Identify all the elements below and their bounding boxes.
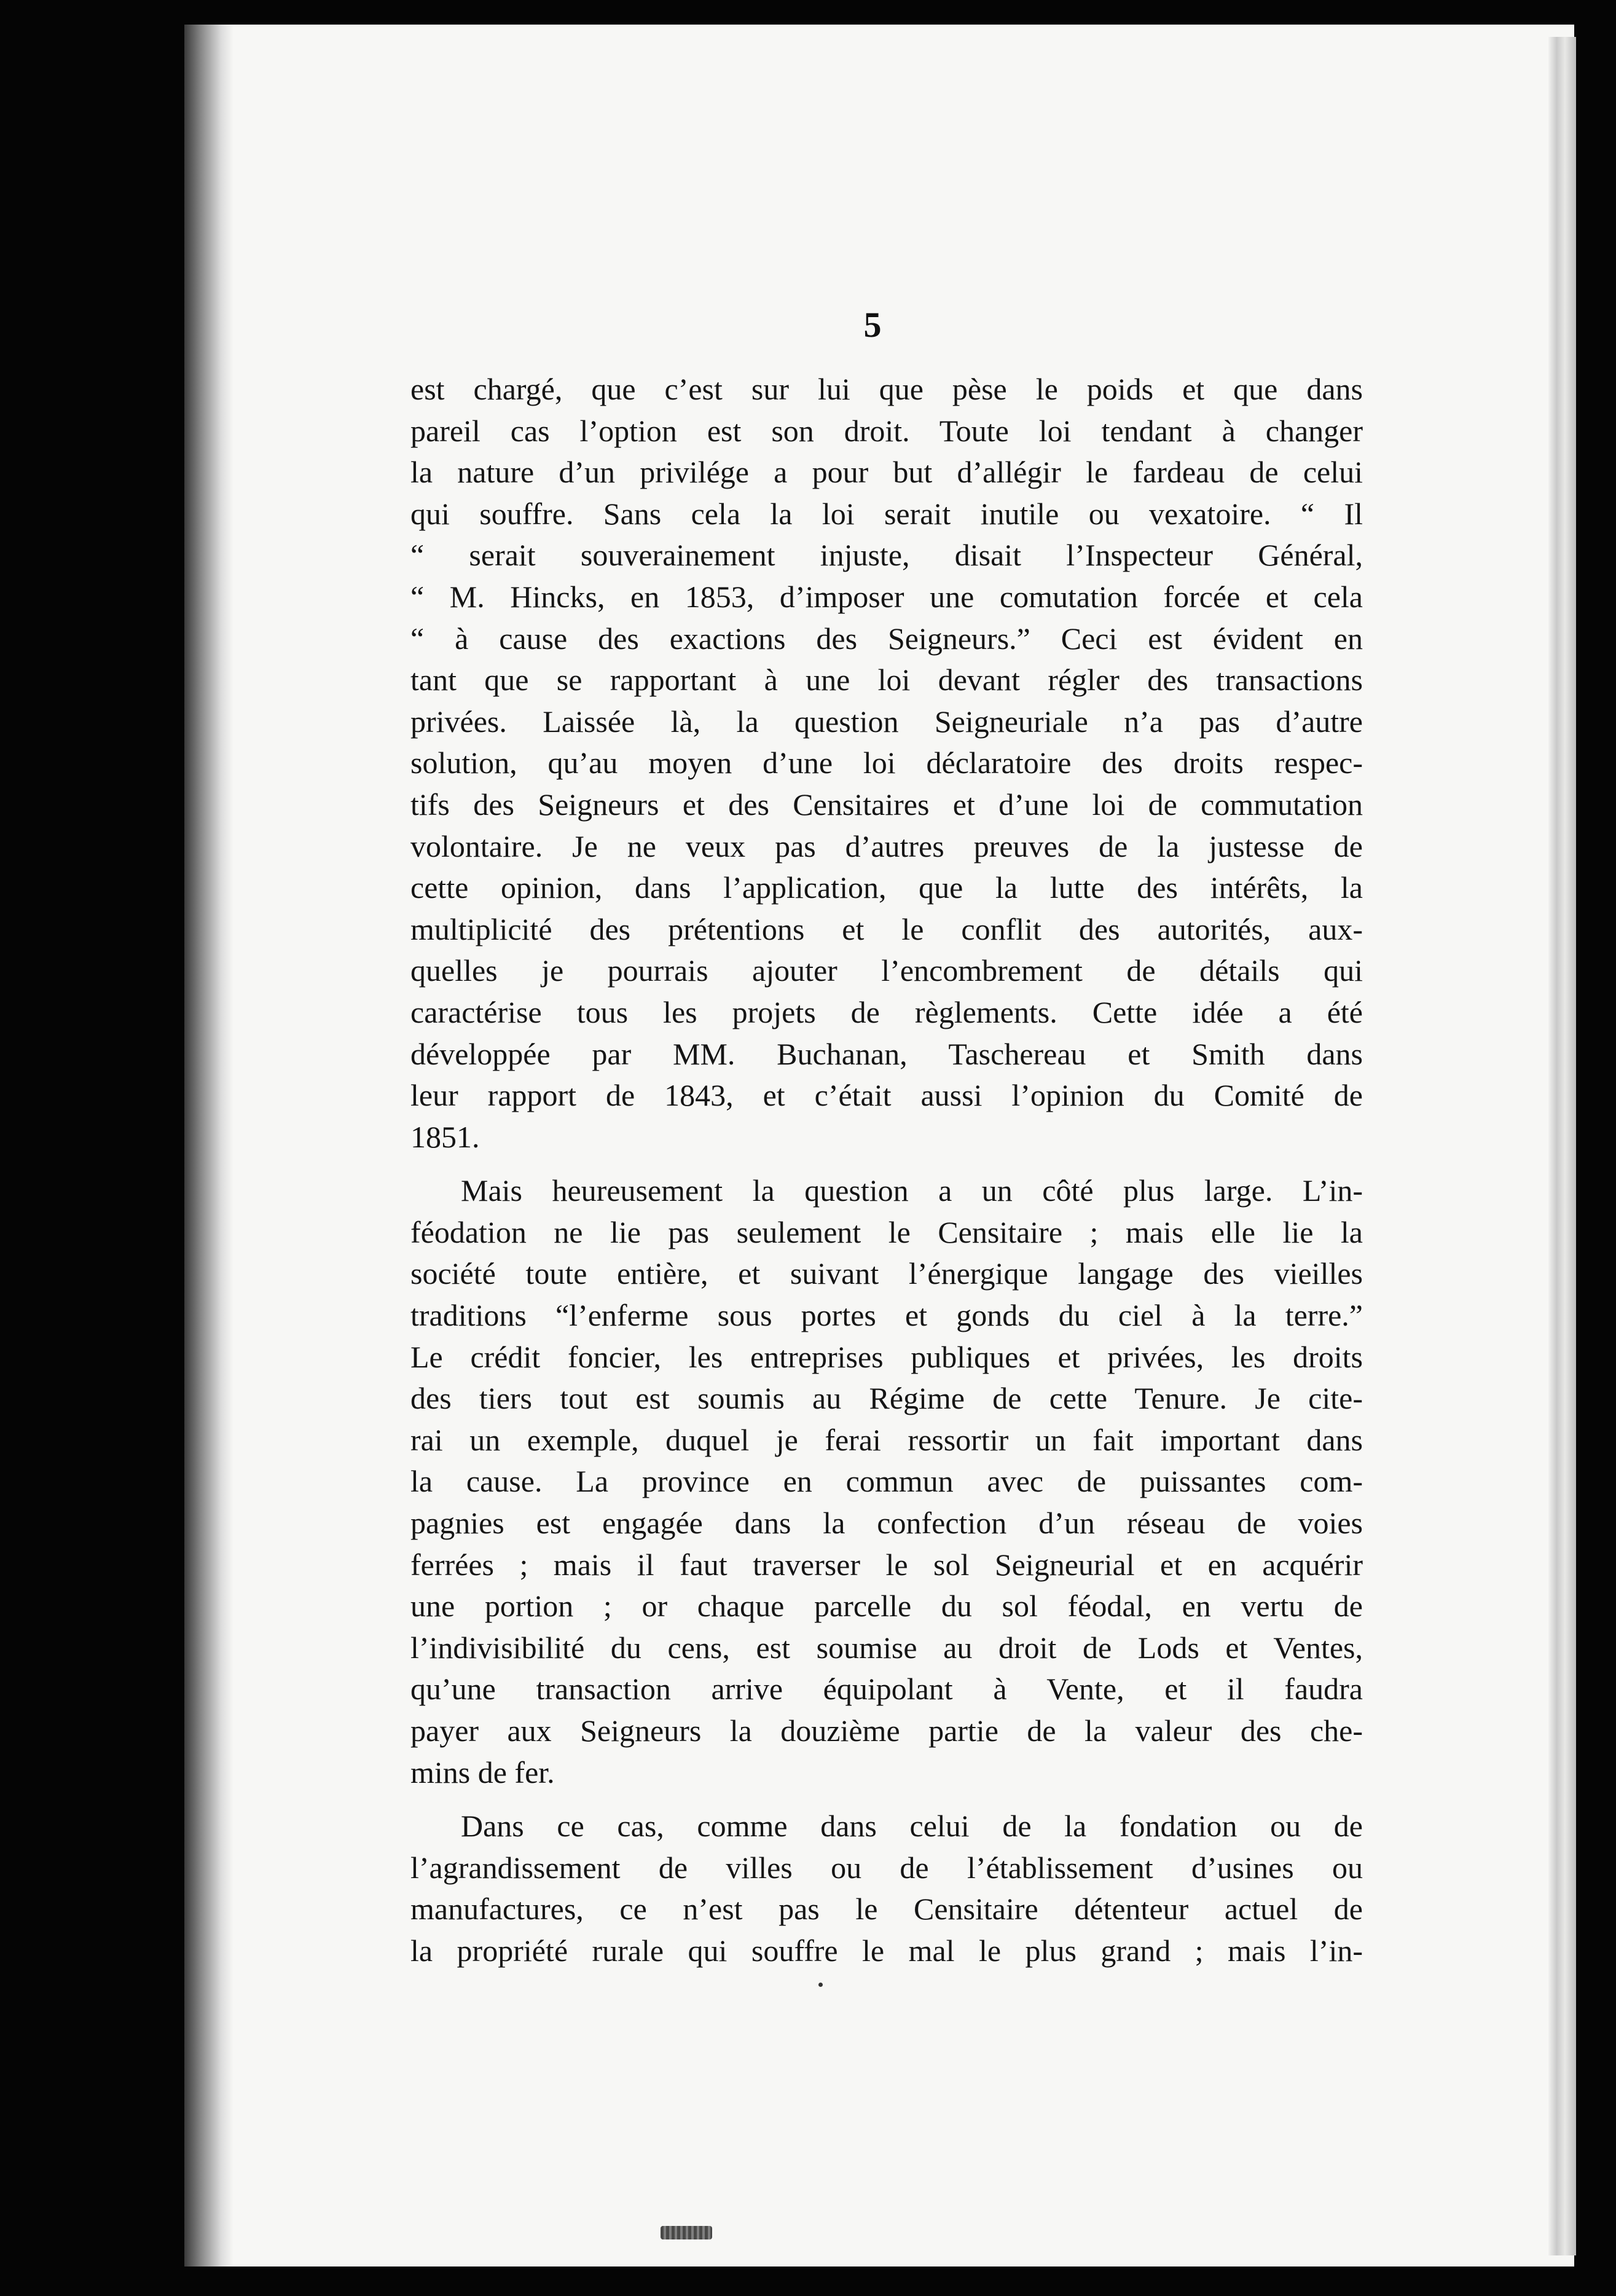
text-line: tant que se rapportant à une loi devant régler des transactions xyxy=(410,662,1363,698)
page-number: 5 xyxy=(863,305,882,345)
text-line: volontaire. Je ne veux pas d’autres preuves de la justesse de xyxy=(410,828,1363,863)
binding-gutter-shadow xyxy=(184,25,233,2267)
text-line: multiplicité des prétentions et le conflit des autorités, aux- xyxy=(410,911,1363,946)
text-line: caractérise tous les projets de règlements. Cette idée a été xyxy=(410,994,1363,1029)
text-line: développée par MM. Buchanan, Taschereau et Smith dans xyxy=(410,1036,1363,1071)
text-line: quelles je pourrais ajouter l’encombrement de détails qui xyxy=(410,953,1363,988)
body-text xyxy=(410,369,1363,1972)
text-line: traditions “l’enferme sous portes et gonds du ciel à la terre.” xyxy=(410,1298,1363,1333)
text-line: est chargé, que c’est sur lui que pèse le poids et que dans xyxy=(410,372,1363,406)
text-line: une portion ; or chaque parcelle du sol féodal, en vertu de xyxy=(410,1589,1363,1624)
paragraph-3 xyxy=(410,1806,1363,1972)
text-line: manufactures, ce n’est pas le Censitaire détenteur actuel de xyxy=(410,1892,1363,1927)
text-line: qu’une transaction arrive équipolant à Vente, et il faudra xyxy=(410,1672,1363,1707)
text-line: Le crédit foncier, les entreprises publiques et privées, les droits xyxy=(410,1339,1363,1374)
text-line: la nature d’un privilége a pour but d’allégir le fardeau de celui xyxy=(410,455,1363,490)
text-line: pareil cas l’option est son droit. Toute loi tendant à changer xyxy=(410,413,1363,448)
paragraph-1 xyxy=(410,369,1363,1158)
text-line: Mais heureusement la question a un côté plus large. L’in- xyxy=(461,1173,1363,1208)
library-stamp-mark xyxy=(661,2226,712,2239)
text-line: qui souffre. Sans cela la loi serait inutile ou vexatoire. “ Il xyxy=(410,496,1363,531)
text-line: 1851. xyxy=(410,1119,480,1154)
text-line: Dans ce cas, comme dans celui de la fondation ou de xyxy=(461,1809,1363,1844)
text-line: l’indivisibilité du cens, est soumise au droit de Lods et Ventes, xyxy=(410,1630,1363,1665)
text-line: solution, qu’au moyen d’une loi déclaratoire des droits respec- xyxy=(410,745,1363,780)
text-line: la cause. La province en commun avec de puissantes com- xyxy=(410,1464,1363,1499)
text-line: mins de fer. xyxy=(410,1755,555,1790)
text-line: rai un exemple, duquel je ferai ressortir un fait important dans xyxy=(410,1422,1363,1457)
text-line: féodation ne lie pas seulement le Censitaire ; mais elle lie la xyxy=(410,1214,1363,1249)
text-line: “ M. Hincks, en 1853, d’imposer une comutation forcée et cela xyxy=(410,579,1363,614)
text-line: tifs des Seigneurs et des Censitaires et d’une loi de commutation xyxy=(410,787,1363,822)
paragraph-spacing xyxy=(410,1793,1363,1806)
page-fore-edge xyxy=(1548,37,1576,2255)
text-line: “ serait souverainement injuste, disait l’Inspecteur Général, xyxy=(410,538,1363,573)
text-line: l’agrandissement de villes ou de l’établissement d’usines ou xyxy=(410,1850,1363,1885)
text-line: “ à cause des exactions des Seigneurs.” Ceci est évident en xyxy=(410,621,1363,656)
text-line: pagnies est engagée dans la confection d’un réseau de voies xyxy=(410,1506,1363,1541)
text-line: des tiers tout est soumis au Régime de cette Tenure. Je cite- xyxy=(410,1381,1363,1416)
ink-speck xyxy=(818,1983,823,1987)
text-line: leur rapport de 1843, et c’était aussi l’opinion du Comité de xyxy=(410,1078,1363,1113)
text-line: payer aux Seigneurs la douzième partie de la valeur des che- xyxy=(410,1713,1363,1748)
text-line: privées. Laissée là, la question Seigneuriale n’a pas d’autre xyxy=(410,704,1363,739)
text-line: cette opinion, dans l’application, que la lutte des intérêts, la xyxy=(410,870,1363,905)
paragraph-spacing xyxy=(410,1158,1363,1170)
paragraph-2 xyxy=(410,1170,1363,1793)
text-line: société toute entière, et suivant l’énergique langage des vieilles xyxy=(410,1256,1363,1291)
text-line: ferrées ; mais il faut traverser le sol Seigneurial et en acquérir xyxy=(410,1547,1363,1582)
text-line: la propriété rurale qui souffre le mal le plus grand ; mais l’in- xyxy=(410,1933,1363,1968)
